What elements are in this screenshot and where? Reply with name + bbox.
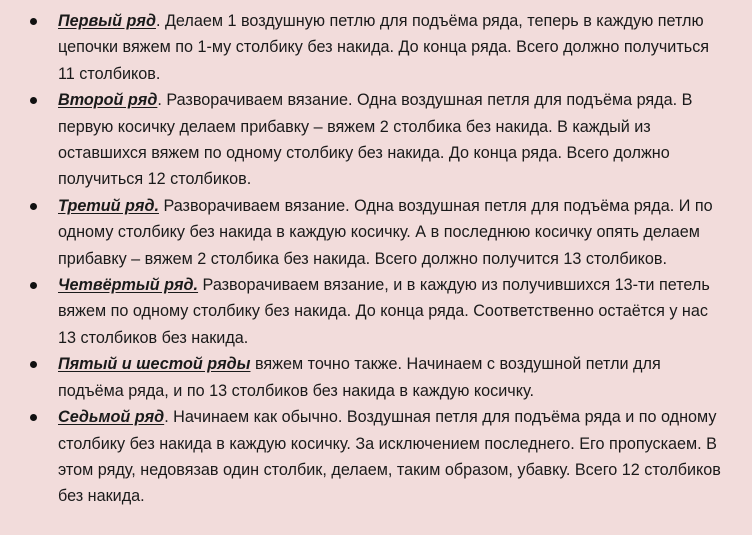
bullet-icon [30, 282, 37, 289]
bullet-icon [30, 414, 37, 421]
step-text: . Делаем 1 воздушную петлю для подъёма ряда, теперь в каждую петлю цепочки вяжем по 1-му столбику без накида. До конца ряда. Всего должно получиться 11 столбиков. [58, 12, 710, 83]
step-item-3 [26, 193, 730, 272]
step-title: Четвёртый ряд. [58, 276, 199, 295]
step-item-1 [26, 8, 730, 87]
step-item-2 [26, 87, 730, 193]
step-title: Первый ряд [58, 12, 156, 30]
step-item-5 [26, 351, 730, 404]
step-text: Разворачиваем вязание, и в каждую из получившихся 13-ти петель вяжем по одному столбику без накида. До конца ряда. Соответственно остаётся у нас 13 столбиков без накида. [58, 276, 710, 347]
bullet-icon [30, 18, 37, 25]
step-title: Третий ряд. [58, 196, 159, 215]
step-text: Разворачиваем вязание. Одна воздушная петля для подъёма ряда. И по одному столбику без накида в каждую косичку. А в последнюю косичку опять делаем прибавку – вяжем 2 столбика без накида. Всего должно получится 13 столбиков. [58, 196, 713, 268]
knitting-steps-list [26, 8, 730, 510]
step-title: Пятый и шестой ряды [58, 355, 251, 374]
step-title: Седьмой ряд [58, 408, 165, 427]
step-text: . Разворачиваем вязание. Одна воздушная петля для подъёма ряда. В первую косичку делаем прибавку – вяжем 2 столбика без накида. В каждый из оставшихся вяжем по одному столбику без накида. До конца ряда. Всего должно получиться 12 столбиков. [58, 91, 693, 189]
step-item-6 [26, 404, 730, 510]
step-text: . Начинаем как обычно. Воздушная петля для подъёма ряда и по одному столбику без накида в каждую косичку. За исключением последнего. Его пропускаем. В этом ряду, недовязав один столбик, делаем, таким образом, убавку. Всего 12 столбиков без накида. [58, 408, 721, 506]
bullet-icon [30, 361, 37, 368]
step-title: Второй ряд [58, 91, 158, 110]
step-text: вяжем точно также. Начинаем с воздушной петли для подъёма ряда, и по 13 столбиков без накида в каждую косичку. [58, 355, 661, 400]
step-item-4 [26, 272, 730, 351]
bullet-icon [30, 203, 37, 210]
bullet-icon [30, 97, 37, 104]
